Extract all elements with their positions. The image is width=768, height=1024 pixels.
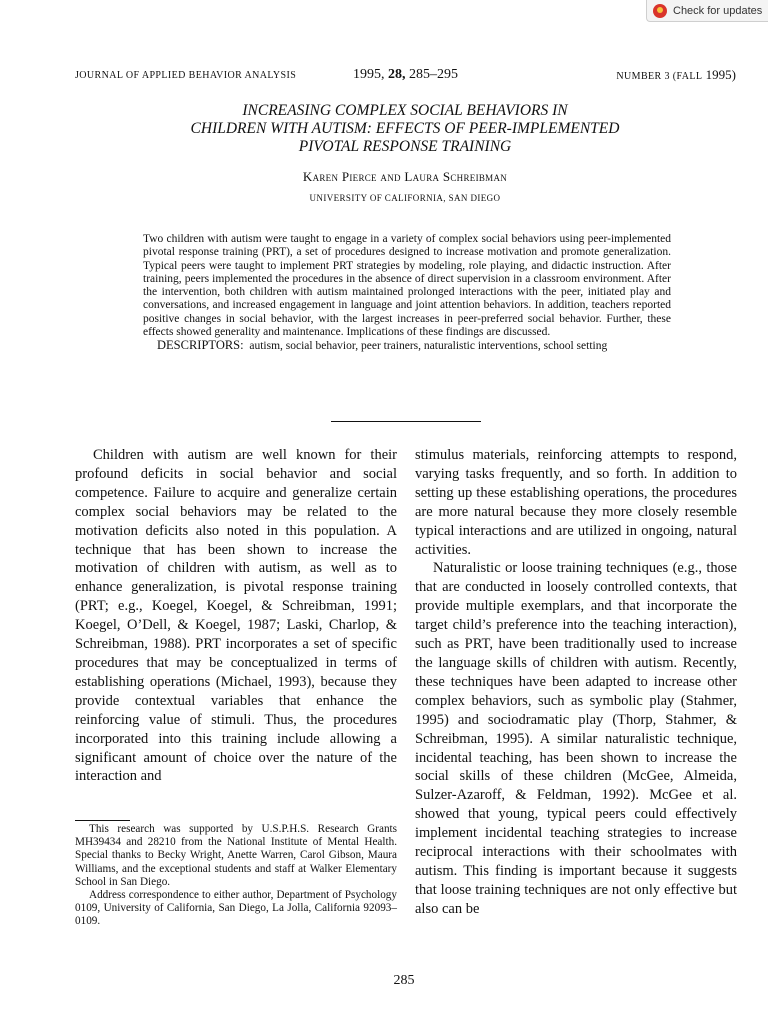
footnote-rule [75,820,130,821]
body-column-left [75,446,397,786]
check-for-updates-button[interactable] [646,0,768,22]
running-head [75,68,736,84]
affiliation: UNIVERSITY OF CALIFORNIA, SAN DIEGO [309,193,501,203]
authors [100,169,710,185]
title-line: PIVOTAL RESPONSE TRAINING [298,138,512,155]
page-number: 285 [393,973,415,988]
body-column-right [415,446,737,919]
descriptors-label: DESCRIPTORS: [157,338,244,353]
journal-name: JOURNAL OF APPLIED BEHAVIOR ANALYSIS [75,70,297,81]
body-paragraph: stimulus materials, reinforcing attempts to respond, varying tasks frequently, and so forth. In addition to setting up these establishing operations, the procedures are more natural because they more closely resemble typical interactions and are utilized in ongoing, natural activities. [415,447,737,558]
title-line: CHILDREN WITH AUTISM: EFFECTS OF PEER-IMPLEMENTED [190,120,620,137]
issue-info: NUMBER 3 (FALL 1995) [616,67,736,82]
body-paragraph: Naturalistic or loose training techniques (e.g., those that are conducted in loosely controlled contexts, that provide multiple exemplars, and that incorporate the target child’s preference into the teaching interaction), such as PRT, have been traditionally used to increase the language skills of children with autism. Recently, these techniques have been adapted to increase other complex behaviors, such as symbolic play (Stahmer, 1995) and sociodramatic play (Thorp, Stahmer, & Schreibman, 1995). A similar naturalistic technique, incidental teaching, has been shown to increase the social skills of these children (McGee, Almeida, Sulzer-Azaroff, & Feldman, 1992). McGee et al. showed that young, typical peers could effectively implement incidental teaching strategies to increase reciprocal interactions with their schoolmates with autism. This finding is important because it suggests that loose training techniques are not only effective but also can be [415,560,737,917]
title-line: INCREASING COMPLEX SOCIAL BEHAVIORS IN [242,102,568,119]
check-for-updates-label: Check for updates [673,4,763,17]
footnote: Address correspondence to either author, Department of Psychology 0109, University of California, San Diego, La Jolla, California 92093–0109. [75,889,397,928]
footnote: This research was supported by U.S.P.H.S. Research Grants MH39434 and 28210 from the National Institute of Mental Health. Special thanks to Becky Wright, Anette Warren, Carol Gibson, Maura Williams, and the exceptional students and staff at Walker Elementary School in San Diego. [75,823,397,888]
author-names: Karen Pierce and Laura Schreibman [302,169,508,184]
body-paragraph: Children with autism are well known for their profound deficits in social behavior and social competence. Failure to acquire and generalize certain complex social behaviors may be related to the motivation deficits also noted in this population. A technique that has been shown to increase the motivation of children with autism, as well as to enhance generalization, is pivotal response training (PRT; e.g., Koegel, Koegel, & Schreibman, 1991; Koegel, O’Dell, & Koegel, 1987; Laski, Charlop, & Schreibman, 1988). PRT incorporates a set of specific procedures that may be conceptualized in terms of establishing operations (Michael, 1993), because they provide contextual variables that enhance the reinforcing value of stimuli. Thus, the procedures incorporated into this training include allowing a significant amount of choice over the nature of the interaction and [75,447,397,785]
abstract [143,233,671,354]
article-title [100,102,710,156]
abstract-text: Two children with autism were taught to engage in a variety of complex social behaviors using peer-implemented pivotal response training (PRT), a set of procedures designed to increase motivation and promote generalization. Typical peers were taught to implement PRT strategies by modeling, role playing, and didactic instruction. After training, peers implemented the procedures in the absence of direct supervision in a classroom environment. After the intervention, both children with autism maintained prolonged interactions with the peer, initiated play and conversations, and increased engagement in language and joint attention behaviors. In addition, teachers reported positive changes in social behavior, with the largest increases in peer-preferred social behavior. Further, these effects showed generality and maintenance. Implications of these findings are discussed. [143,233,671,339]
citation: 1995, 28, 285–295 [353,67,458,82]
section-divider [331,421,481,422]
descriptors [143,339,671,353]
crossmark-icon [653,4,667,18]
descriptors-list: autism, social behavior, peer trainers, naturalistic interventions, school setting [249,340,608,353]
footnotes [75,823,397,929]
